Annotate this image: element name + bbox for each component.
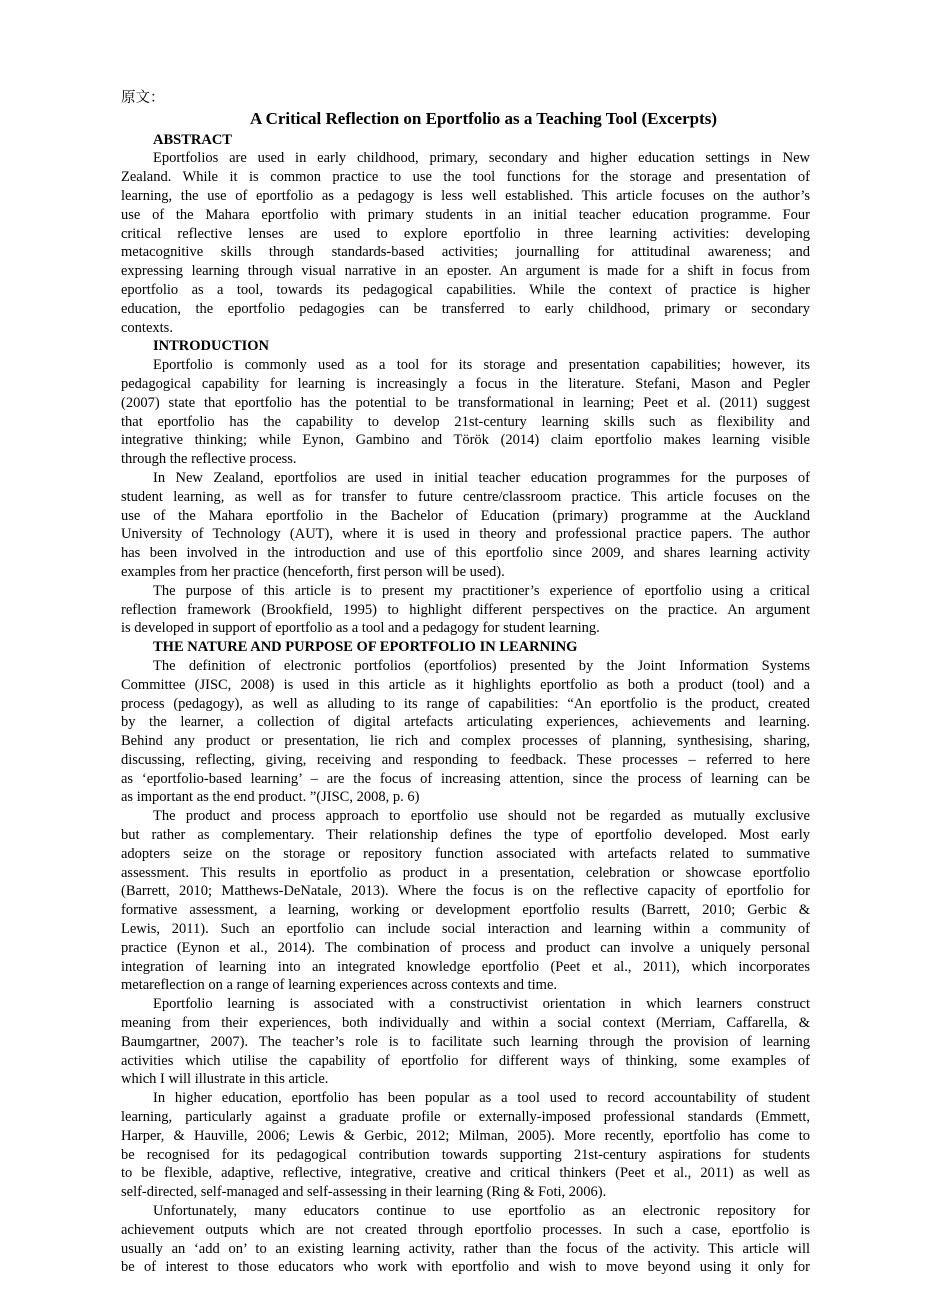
text-line: process (pedagogy), as well as alluding to its range of capabilities: “An eportfolio is the product, created xyxy=(121,695,810,712)
text-line: In New Zealand, eportfolios are used in initial teacher education programmes for the purposes of xyxy=(153,469,810,486)
text-line: Unfortunately, many educators continue to use eportfolio as an electronic repository for xyxy=(153,1203,810,1220)
text-line: assessment. This results in eportfolio as product in a presentation, celebration or showcase eportfolio xyxy=(121,864,810,881)
paragraph xyxy=(121,1202,810,1277)
text-line: that eportfolio has the capability to develop 21st-century learning skills such as flexibility and xyxy=(121,413,810,430)
text-line: practice (Eynon et al., 2014). The combination of process and product can involve a uniquely personal xyxy=(121,939,810,956)
text-line: through the reflective process. xyxy=(121,451,297,468)
text-line: be of interest to those educators who work with eportfolio and wish to move beyond using it only for xyxy=(121,1259,810,1276)
paragraph xyxy=(121,149,810,337)
text-line: expressing learning through visual narrative in an eposter. An argument is made for a shift in focus from xyxy=(121,263,810,280)
text-line: activities which utilise the capability of eportfolio for different ways of thinking, some examples of xyxy=(121,1052,810,1069)
text-line: has been involved in the introduction and use of this eportfolio since 2009, and shares learning activity xyxy=(121,545,810,562)
text-line: self-directed, self-managed and self-assessing in their learning (Ring & Foti, 2006). xyxy=(121,1184,607,1201)
text-line: metacognitive skills through standards-based activities; journalling for attitudinal awareness; and xyxy=(121,244,810,261)
text-line: use of the Mahara eportfolio in the Bachelor of Education (primary) programme at the Auckland xyxy=(121,507,810,524)
text-line: to be flexible, adaptive, reflective, integrative, creative and critical thinkers (Peet et al., 2011) as well as xyxy=(121,1165,810,1182)
text-line: education, the eportfolio pedagogies can be transferred to early childhood, primary or secondary xyxy=(121,300,810,317)
text-line: learning, particularly against a graduate profile or externally-imposed professional standards (Emmett, xyxy=(121,1109,810,1126)
text-line: metareflection on a range of learning experiences across contexts and time. xyxy=(121,977,558,994)
text-line: Behind any product or presentation, lie rich and complex processes of planning, synthesising, sharing, xyxy=(121,733,810,750)
text-line: (Barrett, 2010; Matthews-DeNatale, 2013). Where the focus is on the reflective capacity of eportfolio for xyxy=(121,883,810,900)
text-line: discussing, reflecting, giving, receiving and responding to feedback. These processes – referred to here xyxy=(121,751,810,768)
text-line: Eportfolio is commonly used as a tool for its storage and presentation capabilities; however, its xyxy=(153,357,810,374)
text-line: (2007) state that eportfolio has the potential to be transformational in learning; Peet et al. (2011) suggest xyxy=(121,394,810,411)
paragraph xyxy=(121,657,810,807)
text-line: usually an ‘add on’ to an existing learning activity, rather than the focus of the activity. This article will xyxy=(121,1240,810,1257)
text-line: learning, the use of eportfolio as a pedagogy is less well established. This article focuses on the author’s xyxy=(121,187,810,204)
text-line: student learning, as well as for transfer to future centre/classroom practice. This article focuses on the xyxy=(121,488,810,505)
text-line: In higher education, eportfolio has been popular as a tool used to record accountability of student xyxy=(153,1090,810,1107)
text-line: achievement outputs which are not created through eportfolio processes. In such a case, eportfolio is xyxy=(121,1221,810,1238)
text-line: use of the Mahara eportfolio with primary students in an initial teacher education programme. Four xyxy=(121,206,810,223)
document-page xyxy=(121,89,810,1277)
text-line: pedagogical capability for learning is increasingly a focus in the literature. Stefani, Mason and Pegler xyxy=(121,375,810,392)
text-line: integrative thinking; while Eynon, Gambino and Török (2014) claim eportfolio makes learning visible xyxy=(121,432,810,449)
section-heading: THE NATURE AND PURPOSE OF EPORTFOLIO IN LEARNING xyxy=(153,639,578,656)
text-line: as ‘eportfolio-based learning’ – are the focus of increasing attention, since the process of learning can be xyxy=(121,770,810,787)
document-title: A Critical Reflection on Eportfolio as a Teaching Tool (Excerpts) xyxy=(249,109,718,128)
paragraph xyxy=(121,995,810,1089)
text-line: Lewis, 2011). Such an eportfolio can include social interaction and learning within a community of xyxy=(121,921,810,938)
text-line: eportfolio as a tool, towards its pedagogical capabilities. While the context of practice is higher xyxy=(121,281,810,298)
text-line: be recognised for its pedagogical contribution towards supporting 21st-century aspirations for students xyxy=(121,1146,810,1163)
text-line: Harper, & Hauville, 2006; Lewis & Gerbic, 2012; Milman, 2005). More recently, eportfolio has come to xyxy=(121,1127,810,1144)
text-line: The product and process approach to eportfolio use should not be regarded as mutually exclusive xyxy=(153,808,810,825)
text-line: Eportfolio learning is associated with a constructivist orientation in which learners construct xyxy=(153,996,810,1013)
document-body xyxy=(121,131,810,1278)
text-line: examples from her practice (henceforth, first person will be used). xyxy=(121,563,505,580)
text-line: The purpose of this article is to present my practitioner’s experience of eportfolio using a critical xyxy=(153,582,810,599)
paragraph xyxy=(121,807,810,995)
paragraph xyxy=(121,356,810,469)
text-line: formative assessment, a learning, working or development eportfolio results (Barrett, 2010; Gerbic & xyxy=(121,902,810,919)
text-line: Committee (JISC, 2008) is used in this article as it highlights eportfolio as both a product (tool) and a xyxy=(121,676,810,693)
text-line: which I will illustrate in this article. xyxy=(121,1071,329,1088)
text-line: reflection framework (Brookfield, 1995) to highlight different perspectives on the practice. An argument xyxy=(121,601,810,618)
text-line: University of Technology (AUT), where it is used in theory and professional practice papers. The author xyxy=(121,526,810,543)
text-line: Baumgartner, 2007). The teacher’s role is to facilitate such learning through the provision of learning xyxy=(121,1033,810,1050)
text-line: integration of learning into an integrated knowledge eportfolio (Peet et al., 2011), which incorporates xyxy=(121,958,810,975)
text-line: as important as the end product. ”(JISC, 2008, p. 6) xyxy=(121,789,420,806)
source-label: 原文： xyxy=(121,90,165,106)
section-heading: INTRODUCTION xyxy=(153,338,270,355)
paragraph xyxy=(121,469,810,582)
section-heading: ABSTRACT xyxy=(153,131,232,148)
text-line: critical reflective lenses are used to explore eportfolio in three learning activities: developing xyxy=(121,225,810,242)
text-line: meaning from their experiences, both individually and within a social context (Merriam, Caffarella, & xyxy=(121,1015,810,1032)
text-line: contexts. xyxy=(121,319,173,336)
paragraph xyxy=(121,582,810,638)
text-line: The definition of electronic portfolios (eportfolios) presented by the Joint Information Systems xyxy=(153,657,810,674)
text-line: Zealand. While it is common practice to use the tool functions for the storage and presentation of xyxy=(121,169,810,186)
text-line: but rather as complementary. Their relationship defines the type of eportfolio developed. Most early xyxy=(121,827,810,844)
paragraph xyxy=(121,1089,810,1202)
text-line: Eportfolios are used in early childhood, primary, secondary and higher education settings in New xyxy=(153,150,810,167)
text-line: adopters seize on the storage or repository function associated with artefacts related to summative xyxy=(121,845,810,862)
text-line: by the learner, a collection of digital artefacts articulating experiences, achievements and learning. xyxy=(121,714,810,731)
text-line: is developed in support of eportfolio as a tool and a pedagogy for student learning. xyxy=(121,620,600,637)
